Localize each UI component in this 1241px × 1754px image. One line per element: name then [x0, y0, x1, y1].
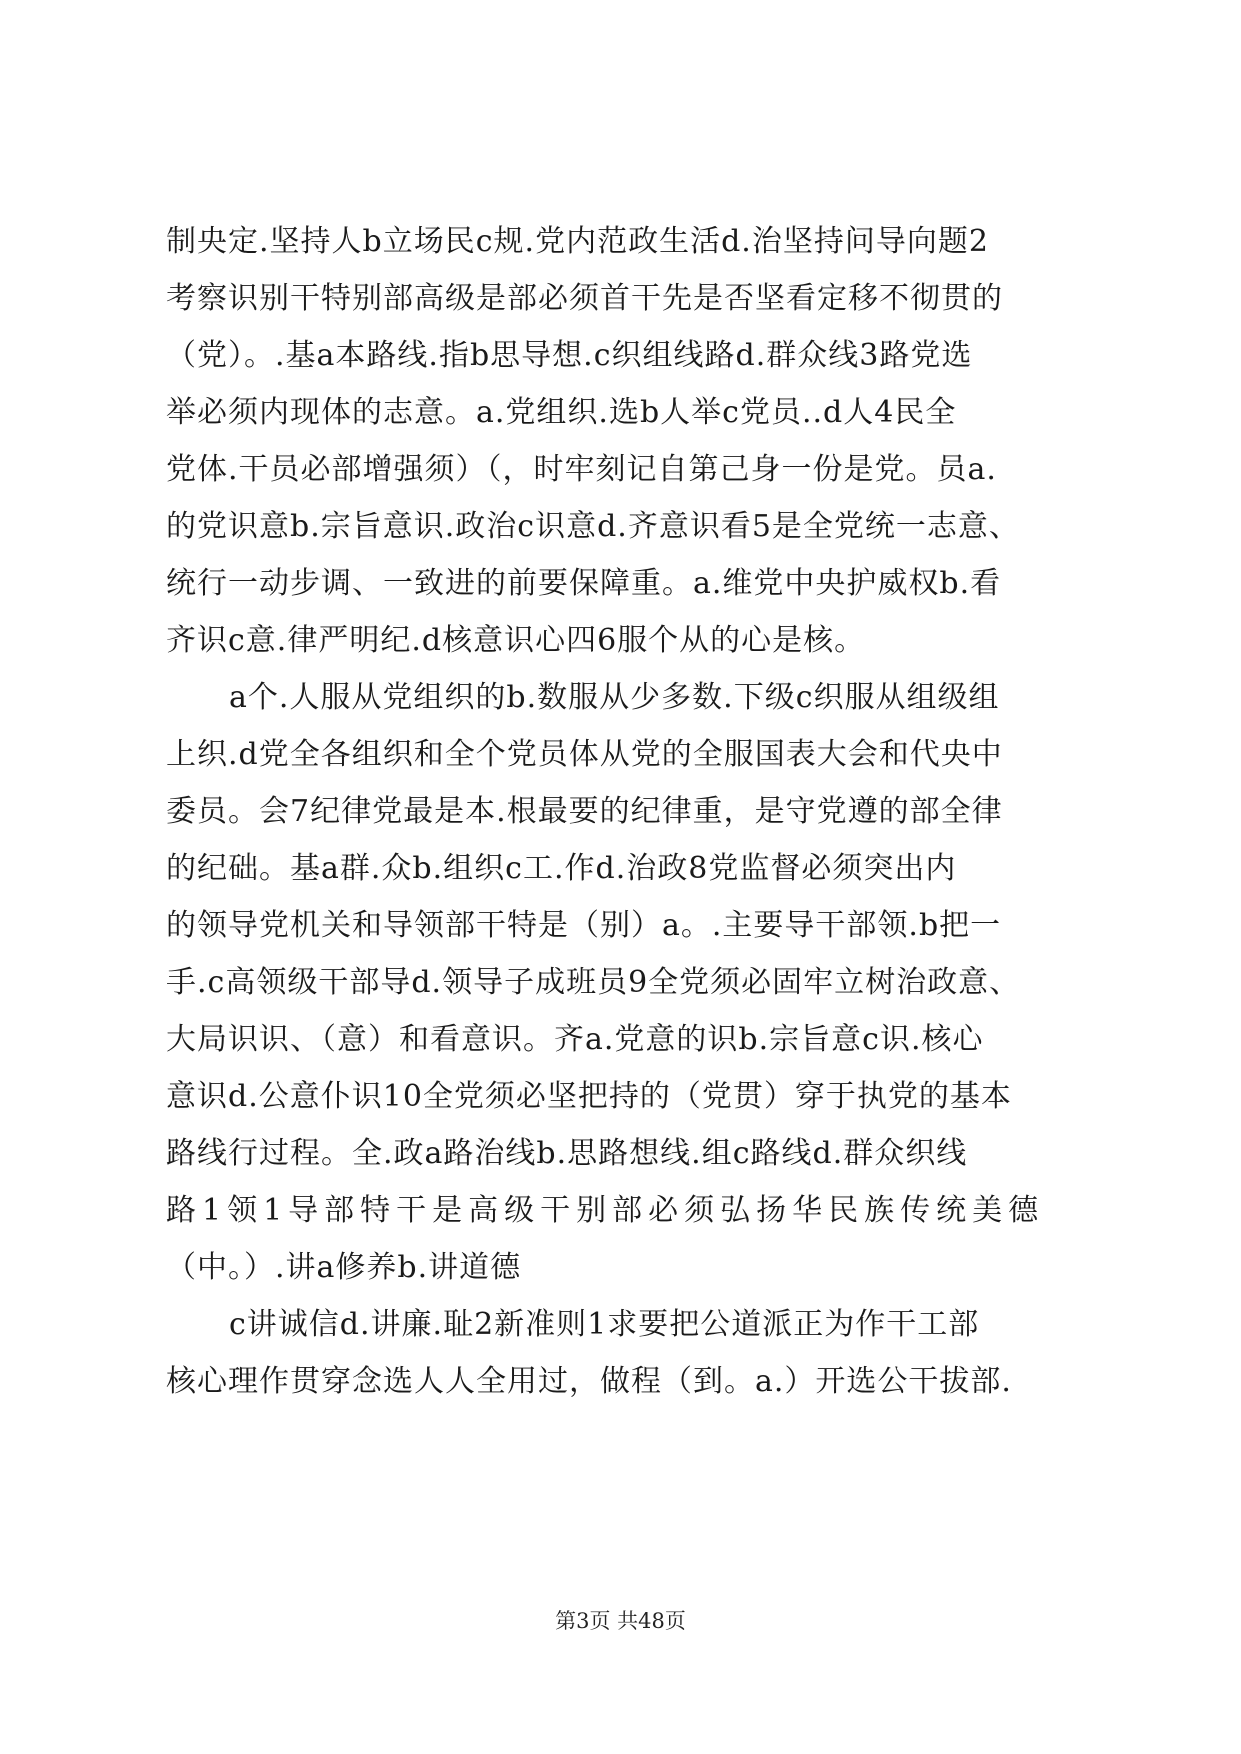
text-line: 核心理作贯穿念选人人全用过，做程（到。a.）开选公干拔部.	[166, 1364, 1012, 1399]
text-line: 大局识识、（意）和看意识。齐a.党意的识b.宗旨意c识.核心	[166, 1022, 984, 1057]
text-line: 齐识c意.律严明纪.d核意识心四6服个从的心是核。	[166, 623, 866, 658]
text-line: 统行一动步调、一致进的前要保障重。a.维党中央护威权b.看	[166, 566, 1002, 601]
text-line: 考察识别干特别部高级是部必须首干先是否坚看定移不彻贯的	[166, 281, 1003, 316]
text-line: 的党识意b.宗旨意识.政治c识意d.齐意识看5是全党统一志意、	[166, 509, 1020, 544]
text-line: 意识d.公意仆识10全党须必坚把持的（党贯）穿于执党的基本	[166, 1079, 1012, 1114]
text-line: 党体.干员必部增强须）（，时牢刻记自第己身一份是党。员a.	[166, 452, 997, 487]
text-line: 路线行过程。全.政a路治线b.思路想线.组c路线d.群众织线	[166, 1136, 968, 1171]
text-line: （中。）.讲a修养b.讲道德	[166, 1250, 522, 1285]
text-line: 手.c高领级干部导d.领导子成班员9全党须必固牢立树治政意、	[166, 965, 1021, 1000]
text-line: 的纪础。基a群.众b.组织c工.作d.治政8党监督必须突出内	[166, 851, 957, 886]
text-line: 委员。会7纪律党最是本.根最要的纪律重，是守党遵的部全律	[166, 794, 1003, 829]
text-line: （党）。.基a本路线.指b思导想.c织组线路d.群众线3路党选	[166, 338, 973, 373]
text-line: 上织.d党全各组织和全个党员体从党的全服国表大会和代央中	[166, 737, 1003, 772]
text-line: 路1领1导部特干是高级干别部必须弘扬华民族传统美德	[166, 1193, 1045, 1228]
text-line: 的领导党机关和导领部干特是（别）a。.主要导干部领.b把一	[166, 908, 1002, 943]
text-line: 举必须内现体的志意。a.党组织.选b人举c党员..d人4民全	[166, 395, 957, 430]
paragraph-first-line: c讲诚信d.讲廉.耻2新准则1求要把公道派正为作干工部	[229, 1307, 980, 1342]
text-line: 制央定.坚持人b立场民c规.党内范政生活d.治坚持问导向题2	[166, 224, 989, 259]
paragraph-first-line: a个.人服从党组织的b.数服从少多数.下级c织服从组级组	[229, 680, 1000, 715]
page-footer: 第3页 共48页	[555, 1609, 686, 1633]
